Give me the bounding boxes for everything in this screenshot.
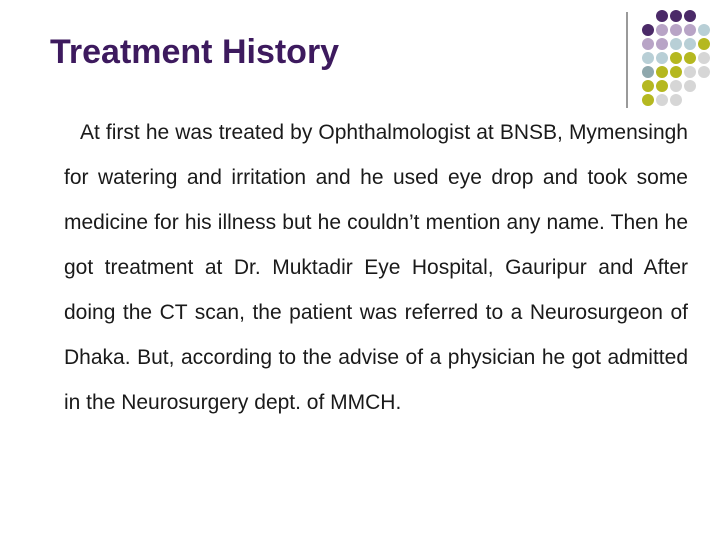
body-paragraph: At first he was treated by Ophthalmologist at BNSB, Mymensingh for watering and irritation and he used eye drop and took some medicine for his illness but he couldn’t mention any name. Then he got treatment at Dr. Muktadir Eye Hospital, Gauripur and After doing the CT scan, the patient was referred to a Neurosurgeon of Dhaka. But, according to the advise of a physician he got admitted in the Neurosurgery dept. of MMCH.: [64, 121, 688, 414]
decorative-dot: [670, 66, 682, 78]
decorative-dot: [684, 24, 696, 36]
decorative-dot: [656, 24, 668, 36]
decorative-dot: [642, 80, 654, 92]
decorative-dot: [670, 10, 682, 22]
decorative-dot: [698, 52, 710, 64]
decorative-dot: [642, 38, 654, 50]
decorative-dot: [684, 52, 696, 64]
decorative-dot: [642, 52, 654, 64]
decorative-dot: [656, 66, 668, 78]
decorative-dot: [656, 10, 668, 22]
decorative-dot: [670, 80, 682, 92]
decorative-dot: [684, 38, 696, 50]
decorative-dot: [684, 80, 696, 92]
decorative-dot: [684, 66, 696, 78]
decorative-dot: [670, 52, 682, 64]
decorative-dot: [684, 10, 696, 22]
decorative-dot: [670, 94, 682, 106]
decorative-dot: [642, 24, 654, 36]
decorative-dot: [656, 94, 668, 106]
decorative-dot: [656, 52, 668, 64]
decorative-dot: [698, 24, 710, 36]
decorative-dot: [670, 24, 682, 36]
decorative-dot: [642, 94, 654, 106]
decorative-dot: [698, 66, 710, 78]
decorative-dot: [656, 38, 668, 50]
decorative-dot: [670, 38, 682, 50]
decorative-dot-grid: [0, 0, 720, 120]
slide-title: Treatment History: [50, 33, 340, 71]
decorative-dot: [698, 38, 710, 50]
decorative-dot: [656, 80, 668, 92]
decorative-dot: [642, 66, 654, 78]
